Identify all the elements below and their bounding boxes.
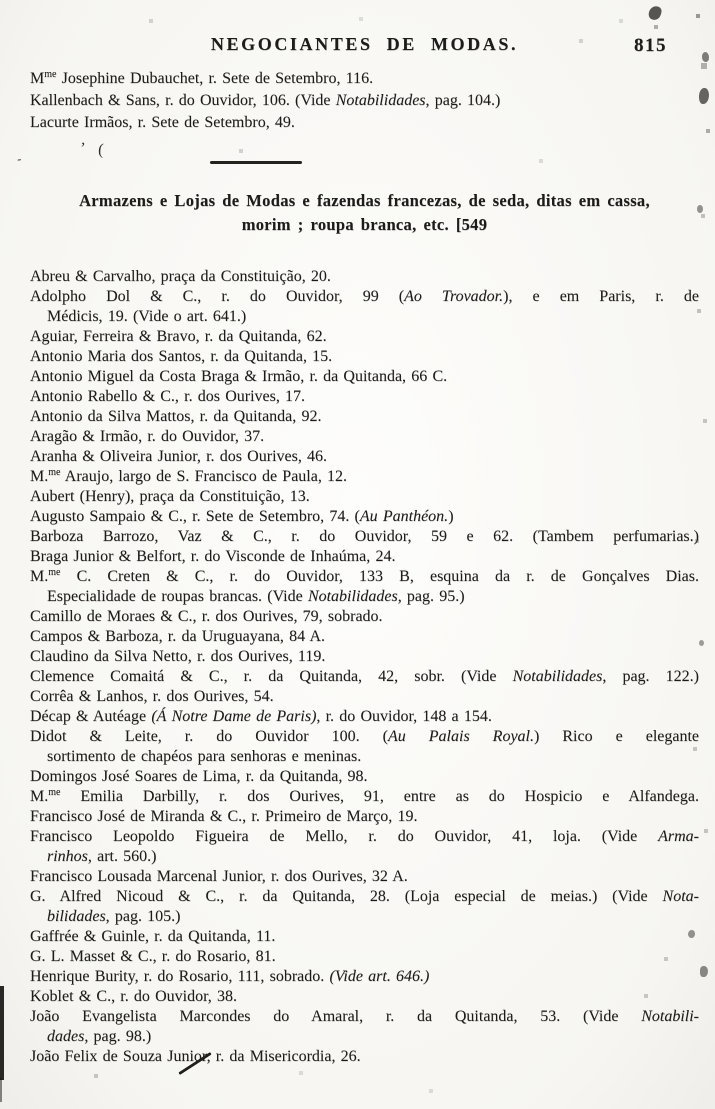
text-segment: , pag. 105.) [105, 908, 181, 925]
text-segment: M. [30, 568, 49, 585]
heading-line-2: morim ; roupa branca, etc. [549 [241, 214, 488, 234]
directory-entry [30, 667, 699, 687]
directory-entry [30, 90, 699, 112]
text-segment: Emilia Darbilly, r. dos Ourives, 91, entre as do Hospicio e Alfandega. [60, 788, 699, 805]
text-segment: me [48, 567, 61, 578]
text-segment: Décap & Autéage [30, 708, 152, 725]
text-segment: Notabilidades [307, 588, 398, 605]
scan-artifact-blot [702, 52, 709, 62]
text-segment: Arma- [658, 828, 699, 845]
entry-line [47, 907, 699, 927]
entry-line [30, 667, 699, 687]
text-segment: ) [448, 508, 454, 525]
text-segment: Antonio da Silva Mattos, r. da Quitanda, 92. [30, 408, 322, 425]
entry-line [30, 547, 699, 567]
entry-line [30, 627, 699, 647]
directory-entry [30, 987, 699, 1007]
directory-entry [30, 487, 699, 507]
text-segment: Kallenbach & Sans, r. do Ouvidor, 106. (Vide [30, 92, 336, 109]
entry-list [30, 267, 699, 1067]
scan-artifact-edge [0, 986, 4, 1080]
text-segment: Didot & Leite, r. do Ouvidor 100. ( [30, 728, 388, 745]
directory-entry [30, 112, 699, 134]
text-segment: Araujo, largo de S. Francisco de Paula, 12. [60, 468, 348, 485]
directory-entry [30, 727, 699, 767]
entry-line [30, 687, 699, 707]
text-segment: Au Panthéon. [359, 508, 449, 525]
directory-entry [30, 347, 699, 367]
text-segment: Francisco Lousada Marcenal Junior, r. dos Ourives, 32 A. [30, 868, 408, 885]
text-segment: G. Alfred Nicoud & C., r. da Quitanda, 28. (Loja especial de meias.) (Vide [30, 888, 663, 905]
scan-artifact-edge [0, 1078, 2, 1102]
directory-entry [30, 1007, 699, 1047]
text-segment: , pag. 122.) [602, 668, 699, 685]
text-segment: Francisco Leopoldo Figueira de Mello, r. do Ouvidor, 41, loja. (Vide [30, 828, 659, 845]
entry-line [30, 987, 699, 1007]
entry-line [30, 807, 699, 827]
entry-line [30, 467, 699, 487]
text-segment: Ao Trovador. [404, 288, 504, 305]
section-divider [210, 161, 302, 164]
scan-artifact-blot [697, 205, 703, 213]
text-segment: João Felix de Souza Junior, r. da Misericordia, 26. [30, 1048, 361, 1065]
text-segment: M. [30, 788, 49, 805]
directory-entry [30, 267, 699, 287]
directory-entry [30, 447, 699, 467]
entry-line [30, 727, 699, 747]
text-segment: Clemence Comaitá & C., r. da Quitanda, 42, sobr. (Vide [30, 668, 513, 685]
text-segment: Lacurte Irmãos, r. Sete de Setembro, 49. [30, 114, 295, 131]
directory-entry [30, 787, 699, 807]
entry-line [30, 927, 699, 947]
text-segment: me [48, 787, 61, 798]
section-heading [30, 189, 699, 236]
text-segment: ), e em Paris, r. de [503, 288, 699, 305]
directory-entry [30, 707, 699, 727]
directory-entry [30, 627, 699, 647]
entry-line [30, 1047, 699, 1067]
entry-line [30, 447, 699, 467]
text-segment: , pag. 98.) [84, 1028, 152, 1045]
directory-entry [30, 327, 699, 347]
text-segment: M [30, 70, 45, 87]
scan-artifact-blot [699, 640, 704, 646]
entry-line [30, 887, 699, 907]
page-header [30, 34, 699, 58]
entry-line [30, 387, 699, 407]
entry-line [30, 487, 699, 507]
text-segment: Abreu & Carvalho, praça da Constituição, 20. [30, 268, 331, 285]
directory-entry [30, 547, 699, 567]
text-segment: Aragão & Irmão, r. do Ouvidor, 37. [30, 428, 265, 445]
entry-line [30, 707, 699, 727]
entry-line [47, 587, 699, 607]
text-segment: bilidades [47, 908, 106, 925]
text-segment: Au Palais Royal. [387, 728, 535, 745]
scan-artifact-dash: - [15, 150, 23, 167]
directory-entry [30, 1047, 699, 1067]
text-segment: Barboza Barrozo, Vaz & C., r. do Ouvidor, 59 e 62. (Tambem perfumarias.) [30, 528, 699, 545]
directory-entry [30, 387, 699, 407]
entry-line [30, 267, 699, 287]
directory-entry [30, 647, 699, 667]
directory-entry [30, 507, 699, 527]
text-segment: Gaffrée & Guinle, r. da Quitanda, 11. [30, 928, 276, 945]
text-segment: Domingos José Soares de Lima, r. da Quitanda, 98. [30, 768, 368, 785]
entry-line [30, 327, 699, 347]
entry-line [30, 427, 699, 447]
entry-line [30, 967, 699, 987]
text-segment: , art. 560.) [87, 848, 157, 865]
entry-line [30, 567, 699, 587]
entry-line [30, 527, 699, 547]
text-segment: Nota- [662, 888, 699, 905]
directory-entry [30, 527, 699, 547]
entry-line [47, 847, 699, 867]
text-segment: Aubert (Henry), praça da Constituição, 13. [30, 488, 310, 505]
text-segment: Koblet & C., r. do Ouvidor, 38. [30, 988, 237, 1005]
entry-line [30, 407, 699, 427]
text-segment: Braga Junior & Belfort, r. do Visconde de Inhaúma, 24. [30, 548, 396, 565]
entry-line [30, 947, 699, 967]
text-segment: Claudino da Silva Netto, r. dos Ourives, 119. [30, 648, 326, 665]
text-segment: Especialidade de roupas brancas. (Vide [47, 588, 308, 605]
entry-line [30, 287, 699, 307]
text-segment: Campos & Barboza, r. da Uruguayana, 84 A. [30, 628, 326, 645]
text-segment: Antonio Maria dos Santos, r. da Quitanda, 15. [30, 348, 333, 365]
text-segment: Antonio Rabello & C., r. dos Ourives, 17. [30, 388, 306, 405]
text-segment: Francisco José de Miranda & C., r. Primeiro de Março, 19. [30, 808, 418, 825]
directory-entry [30, 867, 699, 887]
text-segment: rinhos [47, 848, 88, 865]
text-segment: me [48, 467, 61, 478]
entry-line [47, 307, 699, 327]
entry-line [30, 787, 699, 807]
text-segment: sortimento de chapéos para senhoras e meninas. [47, 748, 362, 765]
entry-line [30, 347, 699, 367]
directory-entry [30, 967, 699, 987]
directory-entry [30, 467, 699, 487]
entry-line [30, 767, 699, 787]
text-segment: Aranha & Oliveira Junior, r. dos Ourives, 46. [30, 448, 328, 465]
entry-line [30, 867, 699, 887]
page-title: NEGOCIANTES DE MODAS. [210, 34, 519, 54]
entry-line [30, 647, 699, 667]
entry-line [30, 607, 699, 627]
text-segment: Henrique Burity, r. do Rosario, 111, sobrado. [30, 968, 330, 985]
text-segment: Notabilidades [512, 668, 603, 685]
scan-noise-speckles [0, 0, 2, 2]
text-segment: Augusto Sampaio & C., r. Sete de Setembro, 74. ( [30, 508, 360, 525]
directory-entry [30, 687, 699, 707]
scan-artifact-blot [688, 930, 695, 938]
heading-line-1: Armazens e Lojas de Modas e fazendas francezas, de seda, ditas em cassa, [79, 191, 650, 210]
text-segment: , pag. 104.) [425, 92, 501, 109]
entry-line [30, 1007, 699, 1027]
directory-entry [30, 827, 699, 867]
text-segment: Corrêa & Lanhos, r. dos Ourives, 54. [30, 688, 274, 705]
directory-entry [30, 607, 699, 627]
entry-line [47, 747, 699, 767]
text-segment: Camillo de Moraes & C., r. dos Ourives, 79, sobrado. [30, 608, 383, 625]
directory-entry [30, 767, 699, 787]
text-segment: , r. do Ouvidor, 148 a 154. [316, 708, 492, 725]
directory-entry [30, 567, 699, 607]
text-segment: dades [47, 1028, 85, 1045]
text-segment: Notabili- [641, 1008, 699, 1025]
entry-line [47, 1027, 699, 1047]
scan-artifact-quote: ’ ( [79, 140, 110, 159]
text-segment: (Á Notre Dame de Paris) [151, 708, 317, 725]
text-segment: , pag. 95.) [397, 588, 465, 605]
text-segment: Médicis, 19. (Vide o art. 641.) [47, 308, 247, 325]
text-segment: Antonio Miguel da Costa Braga & Irmão, r. da Quitanda, 66 C. [30, 368, 448, 385]
text-segment: ) Rico e elegante [534, 728, 700, 745]
text-segment: M. [30, 468, 49, 485]
directory-entry [30, 68, 699, 90]
directory-entry [30, 367, 699, 387]
top-entries [30, 68, 699, 134]
text-segment: C. Creten & C., r. do Ouvidor, 133 B, esquina da r. de Gonçalves Dias. [60, 568, 699, 585]
text-segment: João Evangelista Marcondes do Amaral, r. da Quitanda, 53. (Vide [30, 1008, 642, 1025]
entry-line [30, 367, 699, 387]
directory-entry [30, 807, 699, 827]
directory-entry [30, 287, 699, 327]
text-segment: (Vide art. 646.) [329, 968, 430, 985]
directory-entry [30, 887, 699, 927]
text-segment: G. L. Masset & C., r. do Rosario, 81. [30, 948, 276, 965]
text-segment: me [44, 69, 57, 80]
directory-entry [30, 927, 699, 947]
text-segment: Adolpho Dol & C., r. do Ouvidor, 99 ( [30, 288, 405, 305]
directory-entry [30, 407, 699, 427]
text-segment: Aguiar, Ferreira & Bravo, r. da Quitanda, 62. [30, 328, 327, 345]
directory-entry [30, 947, 699, 967]
text-segment: Notabilidades [335, 92, 426, 109]
page-number: 815 [634, 35, 667, 56]
directory-entry [30, 427, 699, 447]
entry-line [30, 827, 699, 847]
entry-line [30, 507, 699, 527]
text-segment: Josephine Dubauchet, r. Sete de Setembro, 116. [56, 70, 374, 87]
